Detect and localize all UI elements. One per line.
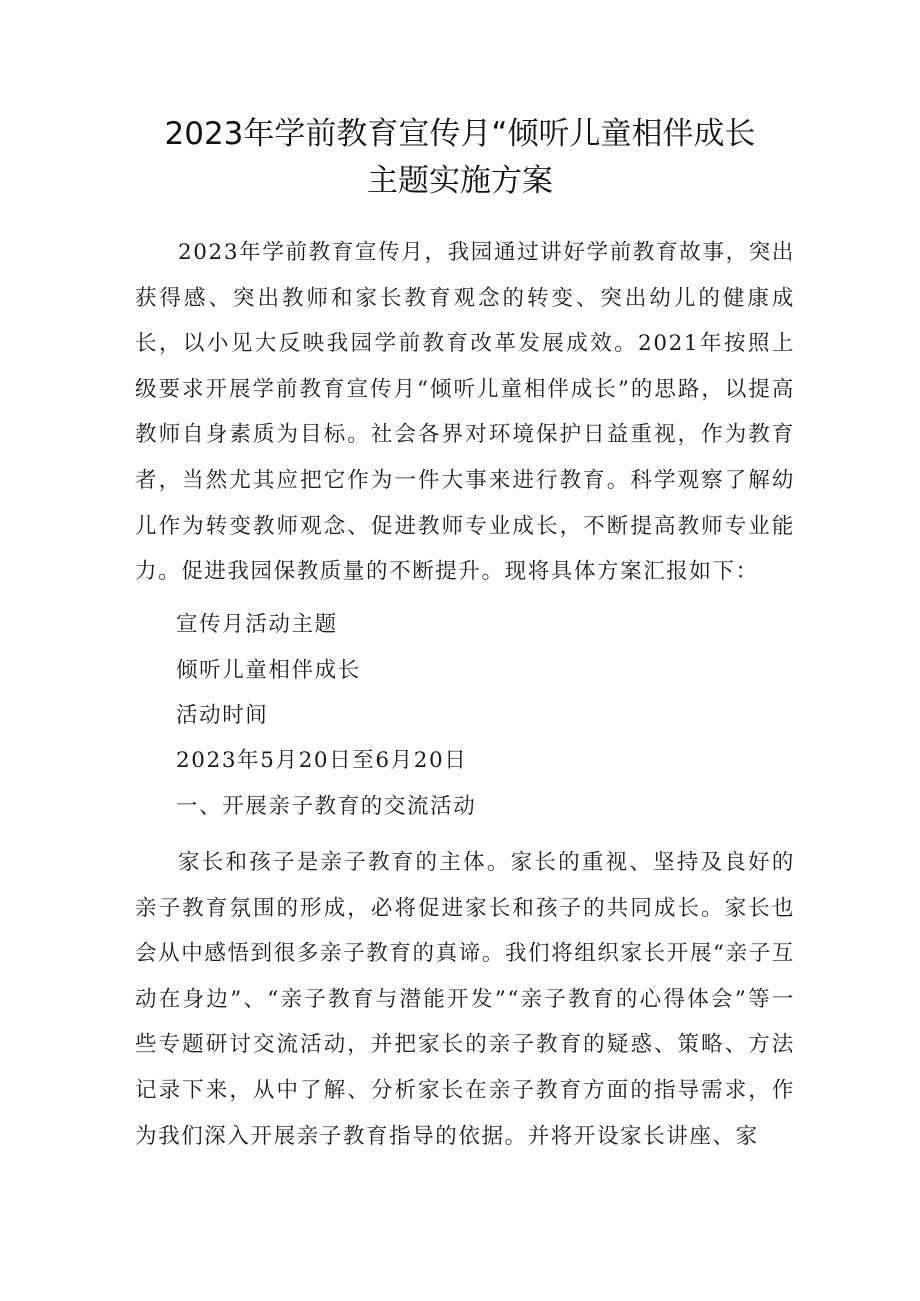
section-1-heading: 一、开展亲子教育的交流活动 bbox=[176, 794, 477, 819]
time-value: 2023年5月20日至6月20日 bbox=[176, 748, 468, 773]
theme-heading: 宣传月活动主题 bbox=[176, 612, 338, 637]
document-title-line-1: 2023年学前教育宣传月“倾听儿童相伴成长 bbox=[164, 116, 756, 152]
time-heading: 活动时间 bbox=[176, 703, 269, 728]
document-title-line-2: 主题实施方案 bbox=[367, 163, 553, 199]
theme-value: 倾听儿童相伴成长 bbox=[176, 658, 361, 683]
intro-paragraph: 2023年学前教育宣传月，我园通过讲好学前教育故事，突出获得感、突出教师和家长教育观念的转变、突出幼儿的健康成长，以小见大反映我园学前教育改革发展成效。2021年按照上级要求开展学前教育宣传月“倾听儿童相伴成长”的思路，以提高教师自身素质为目标。社会各界对环境保护日益重视，作为教育者，当然尤其应把它作为一件大事来进行教育。科学观察了解幼儿作为转变教师观念、促进教师专业成长，不断提高教师专业能力。促进我园保教质量的不断提升。现将具体方案汇报如下： bbox=[135, 240, 795, 585]
section-1-paragraph: 家长和孩子是亲子教育的主体。家长的重视、坚持及良好的亲子教育氛围的形成，必将促进家长和孩子的共同成长。家长也会从中感悟到很多亲子教育的真谛。我们将组织家长开展“亲子互动在身边”、“亲子教育与潜能开发”“亲子教育的心得体会”等一些专题研讨交流活动，并把家长的亲子教育的疑惑、策略、方法记录下来，从中了解、分析家长在亲子教育方面的指导需求，作为我们深入开展亲子教育指导的依据。并将开设家长讲座、家 bbox=[135, 850, 795, 1149]
